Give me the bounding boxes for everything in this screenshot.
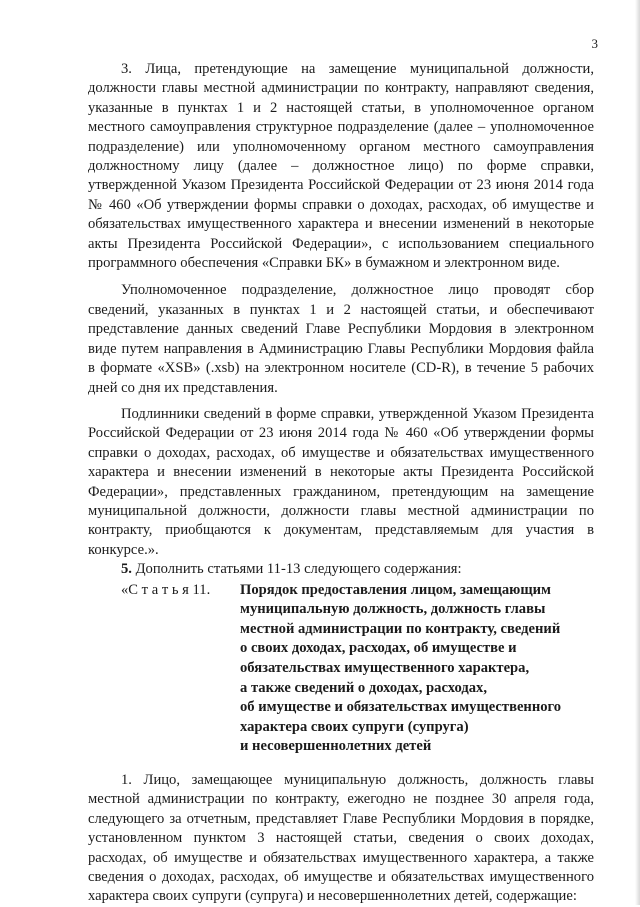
article-title-line: местной администрации по контракту, сведений [240, 620, 561, 637]
article-title-line: муниципальную должность, должность главы [240, 601, 546, 618]
article-title-line: об имуществе и обязательствах имущественного [240, 699, 562, 716]
page-number: 3 [591, 36, 598, 51]
paragraph-3: 3. Лица, претендующие на замещение муниципальной должности, должности главы местной администрации по контракту, направляют сведения, указанные в пунктах 1 и 2 настоящей статьи, в уполномоченное органом местного самоуправления структурное подразделение (далее – уполномоченное подразделение) или уполномоченному органом местного самоуправления должностному лицу (далее – должностное лицо) по форме справки, утвержденной Указом Президента Российской Федерации от 23 июня 2014 года № 460 «Об утверждении формы справки о доходах, расходах, об имуществе и обязательствах имущественного характера и внесении изменений в некоторые акты Президента Российской Федерации», с использованием специального программного обеспечения «Справки БК» в бумажном и электронном виде. [88, 61, 594, 272]
article-11-heading [88, 581, 594, 757]
amendment-number: 5. [121, 561, 132, 578]
article-title-line: о своих доходах, расходах, об имуществе и [240, 640, 517, 657]
amendment-5 [88, 560, 594, 579]
article-title-line: Порядок предоставления лицом, замещающим [240, 581, 552, 598]
page-edge-shadow [635, 0, 640, 905]
amendment-text: Дополнить статьями 11-13 следующего содержания: [131, 561, 462, 578]
article-label: «С т а т ь я 11. [121, 581, 211, 598]
article-title-line: характера своих супруги (супруга) [240, 718, 469, 735]
paragraph-collection: Уполномоченное подразделение, должностное лицо проводят сбор сведений, указанных в пунктах 1 и 2 настоящей статьи, и обеспечивают представление данных сведений Главе Республики Мордовия в электронном виде путем направления в Администрацию Главы Республики Мордовия файла в формате «XSB» (.xsb) на электронном носителе (CD-R), в течение 5 рабочих дней со дня их представления. [88, 282, 594, 396]
article-title-line: а также сведений о доходах, расходах, [240, 679, 487, 696]
article-title-line: и несовершеннолетних детей [240, 738, 432, 755]
article-title-line: обязательствах имущественного характера, [240, 659, 530, 676]
article-title [240, 581, 594, 757]
document-body [88, 60, 594, 907]
article-11-paragraph-1: 1. Лицо, замещающее муниципальную должность, должность главы местной администрации по контракту, ежегодно не позднее 30 апреля года, следующего за отчетным, представляет Главе Республики Мордовия в порядке, установленном пунктом 3 настоящей статьи, сведения о своих доходах, расходах, об имуществе и обязательствах имущественного характера, а также сведения о доходах, расходах, об имуществе и обязательствах имущественного характера своих супруги (супруга) и несовершеннолетних детей, содержащие: [88, 771, 594, 905]
paragraph-originals: Подлинники сведений в форме справки, утвержденной Указом Президента Российской Федерации от 23 июня 2014 года № 460 «Об утверждении формы справки о доходах, расходах, об имуществе и обязательствах имущественного характера и внесении изменений в некоторые акты Президента Российской Федерации», представленных гражданином, претендующим на замещение муниципальной должности, должности главы местной администрации по контракту, приобщаются к документам, представляемым для участия в конкурсе.». [88, 405, 594, 558]
